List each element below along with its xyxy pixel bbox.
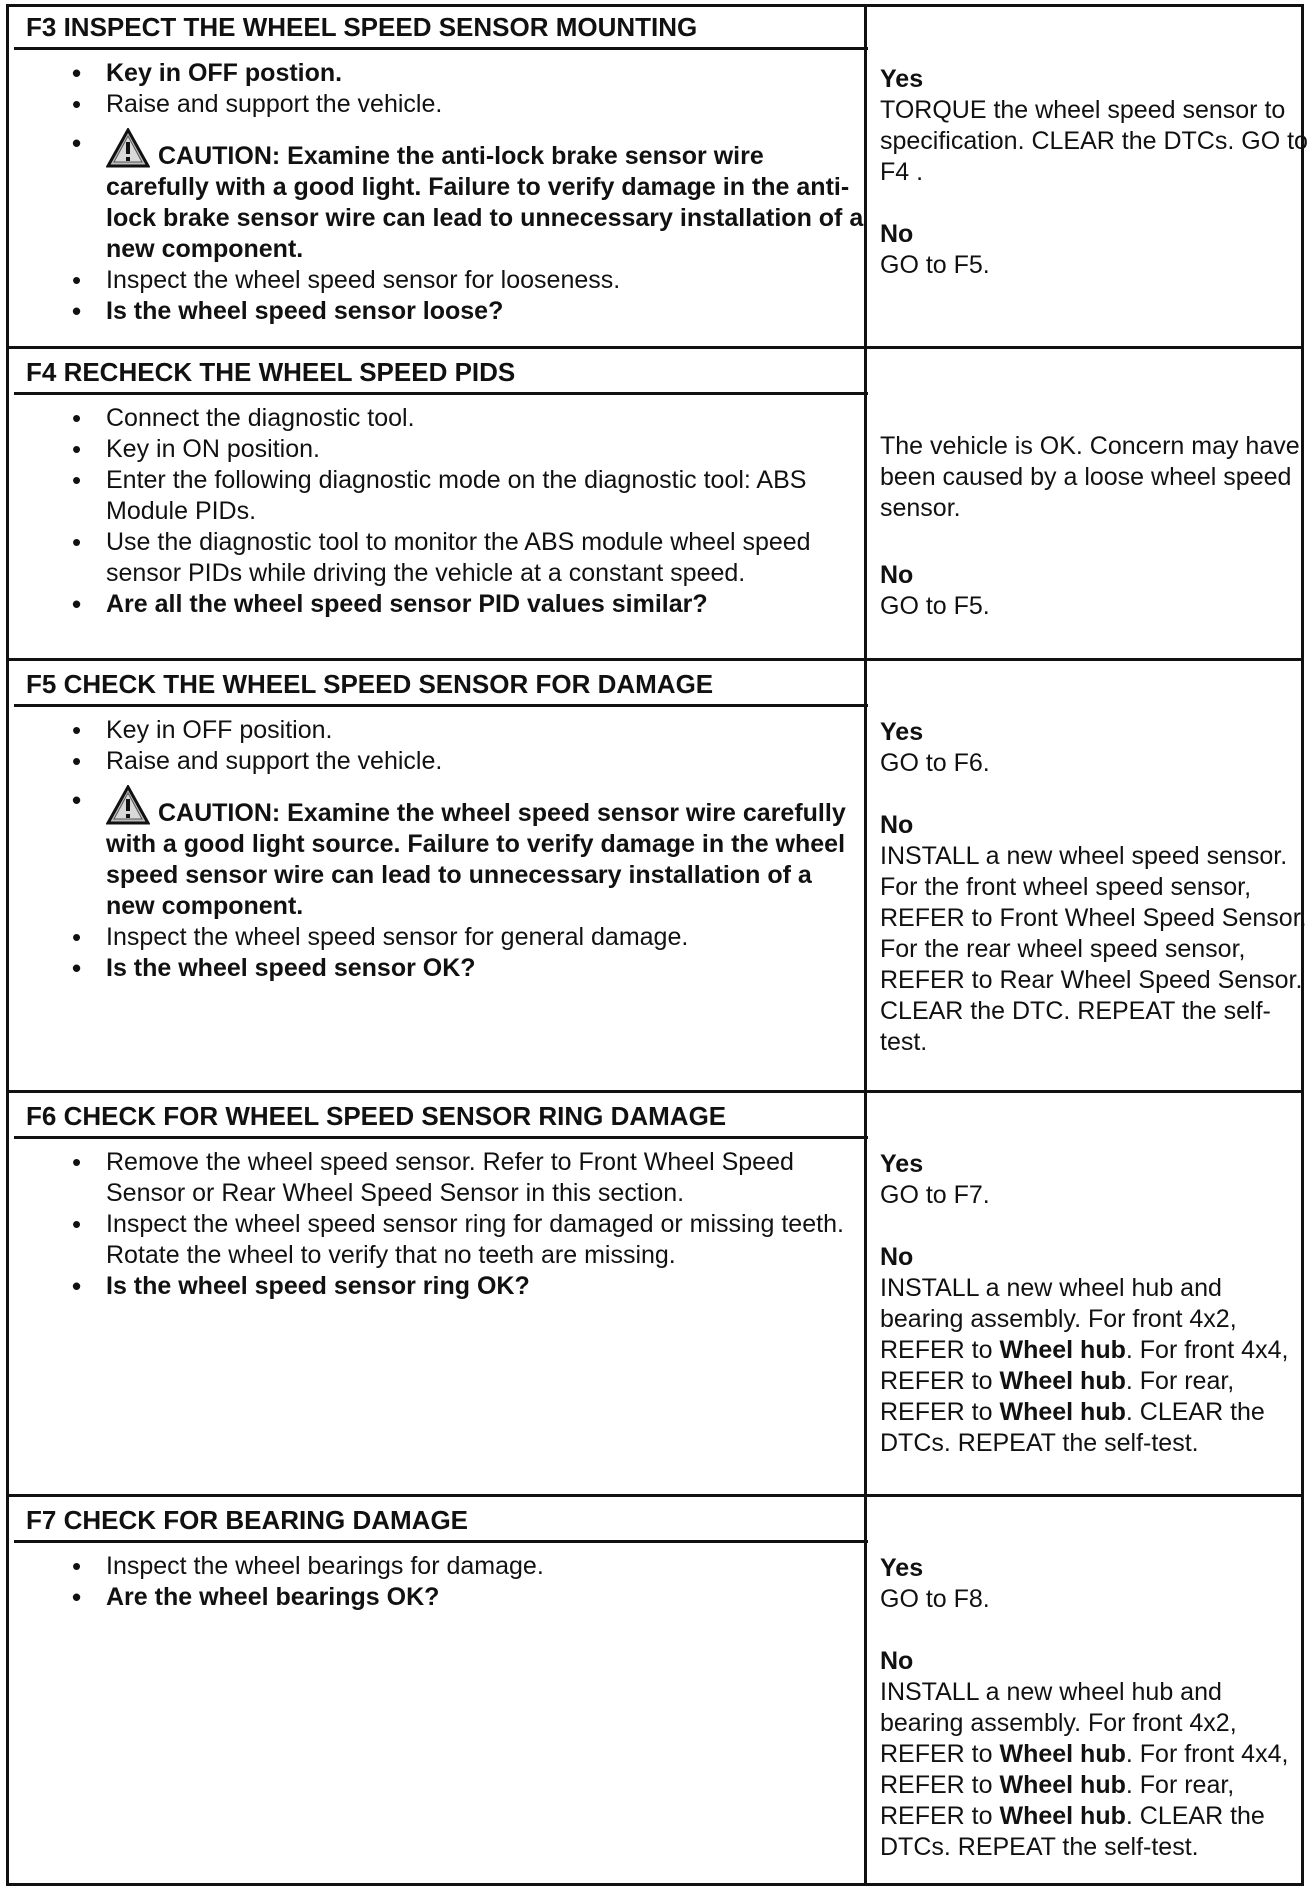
step-f5-results [874,717,1308,1058]
step-f7-ref-wheel-hub-3: Wheel hub [999,1802,1126,1830]
step-f4-results [874,431,1308,622]
step-f6-question: • Is the wheel speed sensor ring OK? [106,1271,866,1302]
step-f5-question: • Is the wheel speed sensor OK? [106,953,866,984]
step-f6-no-text [880,1273,1308,1459]
step-f6-no-text-1: INSTALL a new wheel hub and bearing assembly. For front 4x2, REFER to [880,1274,1237,1364]
step-f5-bullet-4: • Inspect the wheel speed sensor for general damage. [106,922,866,953]
step-f7-ref-wheel-hub-2: Wheel hub [999,1771,1126,1799]
step-f4-bullet-1: • Connect the diagnostic tool. [106,403,866,434]
step-f3-no-text: GO to F5. [880,251,990,279]
step-f5-yes-label: Yes [880,718,924,746]
warning-triangle-icon [106,785,150,825]
step-f4-bullet-2: • Key in ON position. [106,434,866,465]
step-f4-yes-text: The vehicle is OK. Concern may have been caused by a loose wheel speed sensor. [880,432,1300,522]
step-f6-ref-wheel-hub-2: Wheel hub [999,1367,1126,1395]
step-f6-no-text-3: . For rear, REFER to [880,1367,1235,1426]
step-f3-bullet-1: • Key in OFF postion. [106,58,866,89]
step-f5-no-text: INSTALL a new wheel speed sensor. For the front wheel speed sensor, REFER to Front Wheel Speed Sensor. For the rear wheel speed sensor, REFER to Rear Wheel Speed Sensor. CLEAR the DTC. REPEAT the self-test. [880,842,1307,1056]
step-f5-bullet-1: • Key in OFF position. [106,715,866,746]
warning-triangle-icon [106,128,150,168]
step-f6-no-text-4: . CLEAR the DTCs. REPEAT the self-test. [880,1398,1265,1457]
step-f7-title: F7 CHECK FOR BEARING DAMAGE [14,1497,868,1543]
step-f7-ref-wheel-hub-1: Wheel hub [999,1740,1126,1768]
step-f7-no-text-3: . For rear, REFER to [880,1771,1235,1830]
step-f3-instructions [14,58,866,327]
step-f3-yes-text: TORQUE the wheel speed sensor to specification. CLEAR the DTCs. GO to F4 . [880,96,1308,186]
step-f7-instructions [14,1551,866,1613]
step-f7-no-label: No [880,1647,914,1675]
step-f5 [6,658,1307,1090]
step-f3-caution [106,128,866,265]
step-f6-no-label: No [880,1243,914,1271]
step-f7-no-text-1: INSTALL a new wheel hub and bearing assembly. For front 4x2, REFER to [880,1678,1237,1768]
step-f7-no-text-2: . For front 4x4, REFER to [880,1740,1289,1799]
step-f7-question: • Are the wheel bearings OK? [106,1582,866,1613]
step-f7 [6,1494,1304,1886]
step-f4-instructions [14,403,866,620]
step-f7-bullet-1: • Inspect the wheel bearings for damage. [106,1551,866,1582]
step-f6-ref-wheel-hub-3: Wheel hub [999,1398,1126,1426]
step-f3-question: • Is the wheel speed sensor loose? [106,296,866,327]
step-f4-bullet-4: • Use the diagnostic tool to monitor the ABS module wheel speed sensor PIDs while driving the vehicle at a constant speed. [106,527,866,589]
step-f7-results [874,1553,1308,1863]
step-f5-bullet-2: • Raise and support the vehicle. [106,746,866,777]
step-f5-title: F5 CHECK THE WHEEL SPEED SENSOR FOR DAMAGE [14,661,868,707]
step-f5-caution [106,785,866,922]
step-f3-bullet-2: • Raise and support the vehicle. [106,89,866,120]
step-f6-no-text-2: . For front 4x4, REFER to [880,1336,1289,1395]
step-f3-bullet-4: • Inspect the wheel speed sensor for looseness. [106,265,866,296]
step-f4-bullet-3: • Enter the following diagnostic mode on the diagnostic tool: ABS Module PIDs. [106,465,866,527]
step-f6-results [874,1149,1308,1459]
step-f7-yes-label: Yes [880,1554,924,1582]
step-f7-no-text [880,1677,1308,1863]
step-f5-no-label: No [880,811,914,839]
step-f6 [6,1090,1304,1494]
step-f3-no-label: No [880,220,914,248]
step-f4-title: F4 RECHECK THE WHEEL SPEED PIDS [14,349,868,395]
step-f5-caution-text: CAUTION: Examine the wheel speed sensor wire carefully with a good light source. Failure to verify damage in the wheel speed sensor wire can lead to unnecessary installation of a new component. [106,799,846,920]
step-f4-no-label: No [880,561,914,589]
step-f5-yes-text: GO to F6. [880,749,990,777]
step-f6-yes-text: GO to F7. [880,1181,990,1209]
step-f6-yes-label: Yes [880,1150,924,1178]
step-f3-results [874,64,1308,281]
step-f3-title: F3 INSPECT THE WHEEL SPEED SENSOR MOUNTING [14,4,868,50]
step-f6-bullet-2: • Inspect the wheel speed sensor ring for damaged or missing teeth. Rotate the wheel to verify that no teeth are missing. [106,1209,866,1271]
step-f4-no-text: GO to F5. [880,592,990,620]
step-f6-title: F6 CHECK FOR WHEEL SPEED SENSOR RING DAMAGE [14,1093,868,1139]
step-f7-yes-text: GO to F8. [880,1585,990,1613]
step-f6-ref-wheel-hub-1: Wheel hub [999,1336,1126,1364]
step-f5-instructions [14,715,866,984]
step-f7-no-text-4: . CLEAR the DTCs. REPEAT the self-test. [880,1802,1265,1861]
step-f3-caution-text: CAUTION: Examine the anti-lock brake sensor wire carefully with a good light. Failure to verify damage in the anti-lock brake sensor wire can lead to unnecessary installation of a new component. [106,142,864,263]
step-f6-instructions [14,1147,866,1302]
step-f4 [6,346,1304,658]
step-f6-bullet-1: • Remove the wheel speed sensor. Refer to Front Wheel Speed Sensor or Rear Wheel Speed Sensor in this section. [106,1147,866,1209]
step-f4-question: • Are all the wheel speed sensor PID values similar? [106,589,866,620]
step-f3-yes-label: Yes [880,65,924,93]
step-f3 [6,4,1308,346]
